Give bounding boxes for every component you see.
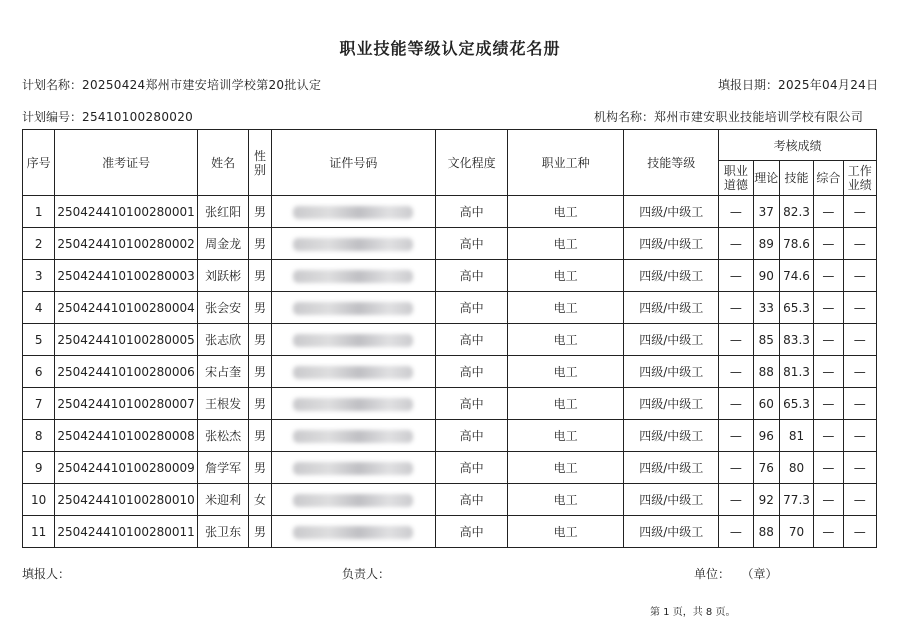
redacted-id-blur	[293, 398, 413, 411]
row-work-perf: —	[843, 292, 876, 324]
responsible-label: 负责人：	[342, 567, 391, 581]
row-skill: 77.3	[779, 484, 813, 516]
row-exam-no: 250424410100280010	[55, 484, 197, 516]
row-id-no	[271, 452, 436, 484]
row-skill-level: 四级/中级工	[624, 356, 719, 388]
row-skill-level: 四级/中级工	[624, 420, 719, 452]
row-occupation: 电工	[508, 324, 624, 356]
row-name: 张卫东	[197, 516, 249, 548]
row-work-perf: —	[843, 420, 876, 452]
page-title: 职业技能等级认定成绩花名册	[339, 39, 561, 58]
row-overall: —	[814, 324, 843, 356]
row-occupation: 电工	[508, 484, 624, 516]
col-header-exam-no: 准考证号	[55, 130, 197, 196]
row-ethics: —	[719, 324, 753, 356]
row-seq: 10	[23, 484, 55, 516]
col-header-education: 文化程度	[436, 130, 508, 196]
row-education: 高中	[436, 260, 508, 292]
row-seq: 1	[23, 196, 55, 228]
row-gender: 男	[249, 452, 271, 484]
row-exam-no: 250424410100280008	[55, 420, 197, 452]
row-skill-level: 四级/中级工	[624, 452, 719, 484]
row-theory: 85	[753, 324, 779, 356]
org-value: 郑州市建安职业技能培训学校有限公司	[654, 110, 864, 124]
row-overall: —	[814, 452, 843, 484]
row-skill-level: 四级/中级工	[624, 292, 719, 324]
row-skill-level: 四级/中级工	[624, 484, 719, 516]
row-occupation: 电工	[508, 228, 624, 260]
plan-name-label: 计划名称：	[22, 78, 83, 92]
row-ethics: —	[719, 228, 753, 260]
col-header-ethics: 职业道德	[719, 161, 753, 196]
table-row	[23, 484, 877, 516]
row-skill-level: 四级/中级工	[624, 324, 719, 356]
row-skill-level: 四级/中级工	[624, 260, 719, 292]
row-seq: 2	[23, 228, 55, 260]
redacted-id-blur	[293, 366, 413, 379]
row-occupation: 电工	[508, 388, 624, 420]
page-indicator: 第 1 页，共 8 页。	[650, 607, 736, 618]
redacted-id-blur	[293, 302, 413, 315]
row-education: 高中	[436, 388, 508, 420]
row-name: 王根发	[197, 388, 249, 420]
row-exam-no: 250424410100280005	[55, 324, 197, 356]
row-exam-no: 250424410100280009	[55, 452, 197, 484]
col-header-gender: 性别	[249, 130, 271, 196]
row-education: 高中	[436, 356, 508, 388]
row-occupation: 电工	[508, 516, 624, 548]
row-occupation: 电工	[508, 356, 624, 388]
row-id-no	[271, 420, 436, 452]
row-theory: 60	[753, 388, 779, 420]
row-occupation: 电工	[508, 292, 624, 324]
row-skill: 65.3	[779, 388, 813, 420]
col-header-skill-level: 技能等级	[624, 130, 719, 196]
row-overall: —	[814, 260, 843, 292]
row-theory: 76	[753, 452, 779, 484]
row-gender: 女	[249, 484, 271, 516]
redacted-id-blur	[293, 334, 413, 347]
row-ethics: —	[719, 388, 753, 420]
table-row	[23, 292, 877, 324]
redacted-id-blur	[293, 430, 413, 443]
row-exam-no: 250424410100280002	[55, 228, 197, 260]
col-header-theory: 理论	[753, 161, 779, 196]
row-id-no	[271, 228, 436, 260]
row-gender: 男	[249, 356, 271, 388]
redacted-id-blur	[293, 238, 413, 251]
row-name: 张红阳	[197, 196, 249, 228]
row-work-perf: —	[843, 228, 876, 260]
row-theory: 96	[753, 420, 779, 452]
row-work-perf: —	[843, 484, 876, 516]
col-header-scores: 考核成绩	[719, 130, 877, 161]
row-name: 周金龙	[197, 228, 249, 260]
row-id-no	[271, 324, 436, 356]
org-label: 机构名称：	[594, 110, 655, 124]
row-ethics: —	[719, 260, 753, 292]
row-ethics: —	[719, 484, 753, 516]
row-id-no	[271, 292, 436, 324]
row-overall: —	[814, 420, 843, 452]
row-ethics: —	[719, 420, 753, 452]
row-occupation: 电工	[508, 196, 624, 228]
row-name: 张松杰	[197, 420, 249, 452]
row-id-no	[271, 356, 436, 388]
row-skill: 80	[779, 452, 813, 484]
row-skill: 78.6	[779, 228, 813, 260]
row-work-perf: —	[843, 452, 876, 484]
col-header-id-no: 证件号码	[271, 130, 436, 196]
row-occupation: 电工	[508, 260, 624, 292]
row-exam-no: 250424410100280004	[55, 292, 197, 324]
row-exam-no: 250424410100280007	[55, 388, 197, 420]
row-skill: 70	[779, 516, 813, 548]
row-id-no	[271, 484, 436, 516]
col-header-overall: 综合	[814, 161, 843, 196]
redacted-id-blur	[293, 494, 413, 507]
header-row-top	[23, 130, 877, 161]
row-overall: —	[814, 516, 843, 548]
table-row	[23, 452, 877, 484]
row-skill: 65.3	[779, 292, 813, 324]
plan-name-value: 20250424郑州市建安培训学校第20批认定	[82, 78, 322, 92]
row-id-no	[271, 388, 436, 420]
row-education: 高中	[436, 324, 508, 356]
row-ethics: —	[719, 516, 753, 548]
row-overall: —	[814, 388, 843, 420]
row-name: 刘跃彬	[197, 260, 249, 292]
row-theory: 37	[753, 196, 779, 228]
row-skill: 74.6	[779, 260, 813, 292]
row-work-perf: —	[843, 356, 876, 388]
row-id-no	[271, 196, 436, 228]
row-theory: 90	[753, 260, 779, 292]
row-ethics: —	[719, 452, 753, 484]
row-education: 高中	[436, 452, 508, 484]
row-ethics: —	[719, 196, 753, 228]
row-skill-level: 四级/中级工	[624, 196, 719, 228]
row-overall: —	[814, 196, 843, 228]
row-skill: 81.3	[779, 356, 813, 388]
fill-date-label: 填报日期：	[718, 78, 779, 92]
plan-no-label: 计划编号：	[22, 110, 83, 124]
row-name: 米迎利	[197, 484, 249, 516]
row-occupation: 电工	[508, 452, 624, 484]
row-seq: 7	[23, 388, 55, 420]
row-seq: 6	[23, 356, 55, 388]
row-overall: —	[814, 356, 843, 388]
row-theory: 88	[753, 516, 779, 548]
row-name: 宋占奎	[197, 356, 249, 388]
row-gender: 男	[249, 420, 271, 452]
row-gender: 男	[249, 228, 271, 260]
fill-date-line	[718, 76, 878, 93]
row-theory: 89	[753, 228, 779, 260]
col-header-occupation: 职业工种	[508, 130, 624, 196]
row-gender: 男	[249, 260, 271, 292]
row-ethics: —	[719, 356, 753, 388]
col-header-skill: 技能	[779, 161, 813, 196]
roster-body	[23, 196, 877, 548]
col-header-seq: 序号	[23, 130, 55, 196]
row-exam-no: 250424410100280006	[55, 356, 197, 388]
table-row	[23, 516, 877, 548]
table-row	[23, 228, 877, 260]
row-skill: 83.3	[779, 324, 813, 356]
row-skill: 81	[779, 420, 813, 452]
table-row	[23, 260, 877, 292]
row-name: 张志欣	[197, 324, 249, 356]
row-seq: 3	[23, 260, 55, 292]
row-education: 高中	[436, 516, 508, 548]
plan-name-line	[22, 76, 321, 93]
row-seq: 5	[23, 324, 55, 356]
row-seq: 4	[23, 292, 55, 324]
row-occupation: 电工	[508, 420, 624, 452]
table-row	[23, 324, 877, 356]
row-gender: 男	[249, 196, 271, 228]
seal-label: （章）	[741, 567, 778, 581]
row-skill-level: 四级/中级工	[624, 228, 719, 260]
score-roster-table	[22, 129, 877, 548]
row-name: 詹学军	[197, 452, 249, 484]
row-gender: 男	[249, 388, 271, 420]
row-skill-level: 四级/中级工	[624, 516, 719, 548]
row-exam-no: 250424410100280001	[55, 196, 197, 228]
row-overall: —	[814, 484, 843, 516]
row-seq: 8	[23, 420, 55, 452]
table-row	[23, 196, 877, 228]
row-theory: 88	[753, 356, 779, 388]
row-name: 张会安	[197, 292, 249, 324]
table-row	[23, 388, 877, 420]
row-id-no	[271, 516, 436, 548]
table-row	[23, 420, 877, 452]
row-education: 高中	[436, 420, 508, 452]
plan-no-value: 25410100280020	[82, 110, 194, 124]
row-theory: 33	[753, 292, 779, 324]
col-header-work-perf: 工作业绩	[843, 161, 876, 196]
fill-date-value: 2025年04月24日	[778, 78, 879, 92]
redacted-id-blur	[293, 526, 413, 539]
row-gender: 男	[249, 292, 271, 324]
col-header-name: 姓名	[197, 130, 249, 196]
row-skill-level: 四级/中级工	[624, 388, 719, 420]
row-overall: —	[814, 292, 843, 324]
row-ethics: —	[719, 292, 753, 324]
table-row	[23, 356, 877, 388]
redacted-id-blur	[293, 462, 413, 475]
row-education: 高中	[436, 292, 508, 324]
row-seq: 9	[23, 452, 55, 484]
row-education: 高中	[436, 484, 508, 516]
row-gender: 男	[249, 324, 271, 356]
row-work-perf: —	[843, 196, 876, 228]
row-education: 高中	[436, 196, 508, 228]
row-overall: —	[814, 228, 843, 260]
row-exam-no: 250424410100280011	[55, 516, 197, 548]
row-gender: 男	[249, 516, 271, 548]
org-line	[594, 108, 863, 125]
row-skill: 82.3	[779, 196, 813, 228]
row-id-no	[271, 260, 436, 292]
row-theory: 92	[753, 484, 779, 516]
redacted-id-blur	[293, 206, 413, 219]
row-work-perf: —	[843, 324, 876, 356]
redacted-id-blur	[293, 270, 413, 283]
row-work-perf: —	[843, 388, 876, 420]
row-education: 高中	[436, 228, 508, 260]
row-exam-no: 250424410100280003	[55, 260, 197, 292]
unit-label: 单位：	[694, 567, 731, 581]
plan-no-line	[22, 108, 193, 125]
row-seq: 11	[23, 516, 55, 548]
filler-label: 填报人：	[22, 567, 71, 581]
row-work-perf: —	[843, 260, 876, 292]
unit-line	[694, 565, 777, 582]
row-work-perf: —	[843, 516, 876, 548]
